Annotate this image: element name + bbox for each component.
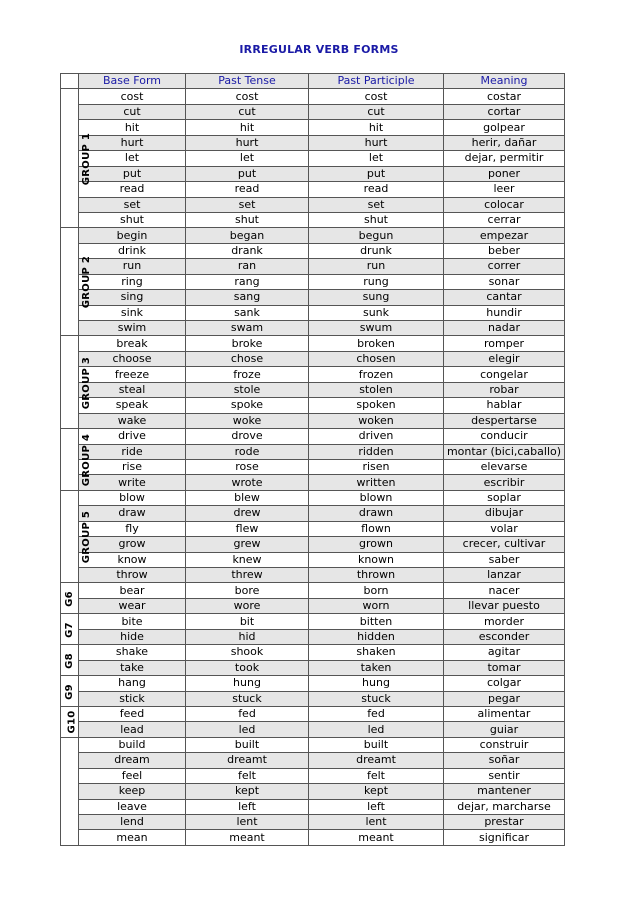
cell-past-tense: drove — [186, 429, 309, 444]
cell-past-tense: hit — [186, 120, 309, 135]
cell-past-tense: sang — [186, 290, 309, 305]
cell-base-form: swim — [79, 321, 186, 336]
cell-past-participle: shaken — [309, 645, 444, 660]
table-row — [61, 459, 565, 474]
cell-meaning: soñar — [444, 753, 565, 768]
table-row — [61, 737, 565, 752]
cell-base-form: shut — [79, 212, 186, 227]
table-row — [61, 706, 565, 721]
verb-table — [60, 73, 565, 846]
group-label-text: G6 — [63, 590, 75, 607]
cell-base-form: freeze — [79, 367, 186, 382]
group-label — [61, 737, 79, 845]
cell-meaning: volar — [444, 521, 565, 536]
cell-past-participle: thrown — [309, 568, 444, 583]
cell-base-form: ring — [79, 274, 186, 289]
cell-base-form: cut — [79, 104, 186, 119]
cell-meaning: empezar — [444, 228, 565, 243]
cell-past-participle: begun — [309, 228, 444, 243]
table-row — [61, 321, 565, 336]
cell-base-form: choose — [79, 351, 186, 366]
table-row — [61, 429, 565, 444]
cell-past-participle: left — [309, 799, 444, 814]
cell-meaning: robar — [444, 382, 565, 397]
cell-meaning: nacer — [444, 583, 565, 598]
cell-past-tense: blew — [186, 490, 309, 505]
cell-past-participle: drawn — [309, 506, 444, 521]
table-row — [61, 598, 565, 613]
group-label — [61, 676, 79, 707]
cell-past-tense: built — [186, 737, 309, 752]
cell-meaning: dejar, permitir — [444, 151, 565, 166]
cell-base-form: throw — [79, 568, 186, 583]
cell-meaning: morder — [444, 614, 565, 629]
cell-base-form: wake — [79, 413, 186, 428]
cell-past-tense: spoke — [186, 398, 309, 413]
cell-past-participle: drunk — [309, 243, 444, 258]
cell-meaning: significar — [444, 830, 565, 845]
header-base-form: Base Form — [79, 74, 186, 89]
group-label — [61, 583, 79, 614]
cell-meaning: elegir — [444, 351, 565, 366]
cell-past-participle: worn — [309, 598, 444, 613]
table-row — [61, 475, 565, 490]
group-label — [61, 89, 93, 228]
cell-meaning: pegar — [444, 691, 565, 706]
cell-base-form: hit — [79, 120, 186, 135]
cell-past-tense: set — [186, 197, 309, 212]
cell-past-participle: built — [309, 737, 444, 752]
cell-meaning: hablar — [444, 398, 565, 413]
header-past-tense: Past Tense — [186, 74, 309, 89]
cell-base-form: shake — [79, 645, 186, 660]
cell-base-form: begin — [79, 228, 186, 243]
table-row — [61, 815, 565, 830]
cell-past-tense: led — [186, 722, 309, 737]
cell-base-form: sing — [79, 290, 186, 305]
cell-base-form: hurt — [79, 135, 186, 150]
header-past-participle: Past Participle — [309, 74, 444, 89]
table-row — [61, 166, 565, 181]
cell-past-tense: sank — [186, 305, 309, 320]
cell-past-participle: run — [309, 259, 444, 274]
table-row — [61, 722, 565, 737]
header-row — [61, 74, 565, 89]
table-row — [61, 676, 565, 691]
table-row — [61, 614, 565, 629]
cell-base-form: mean — [79, 830, 186, 845]
cell-meaning: correr — [444, 259, 565, 274]
cell-past-tense: bit — [186, 614, 309, 629]
cell-base-form: lead — [79, 722, 186, 737]
cell-meaning: crecer, cultivar — [444, 537, 565, 552]
cell-past-participle: cost — [309, 89, 444, 104]
cell-meaning: golpear — [444, 120, 565, 135]
cell-meaning: conducir — [444, 429, 565, 444]
cell-base-form: draw — [79, 506, 186, 521]
cell-base-form: run — [79, 259, 186, 274]
cell-meaning: nadar — [444, 321, 565, 336]
cell-base-form: let — [79, 151, 186, 166]
table-row — [61, 243, 565, 258]
cell-meaning: herir, dañar — [444, 135, 565, 150]
group-label — [61, 336, 93, 429]
cell-base-form: steal — [79, 382, 186, 397]
cell-past-participle: broken — [309, 336, 444, 351]
cell-meaning: colocar — [444, 197, 565, 212]
cell-past-participle: set — [309, 197, 444, 212]
cell-past-participle: felt — [309, 768, 444, 783]
cell-meaning: tomar — [444, 660, 565, 675]
cell-past-participle: woken — [309, 413, 444, 428]
cell-base-form: write — [79, 475, 186, 490]
cell-meaning: construir — [444, 737, 565, 752]
cell-past-participle: grown — [309, 537, 444, 552]
cell-base-form: feel — [79, 768, 186, 783]
cell-past-tense: rose — [186, 459, 309, 474]
table-row — [61, 799, 565, 814]
group-label — [61, 429, 93, 491]
cell-base-form: hang — [79, 676, 186, 691]
cell-past-participle: led — [309, 722, 444, 737]
cell-past-tense: drew — [186, 506, 309, 521]
cell-base-form: cost — [79, 89, 186, 104]
table-row — [61, 212, 565, 227]
table-row — [61, 305, 565, 320]
table-row — [61, 784, 565, 799]
table-row — [61, 336, 565, 351]
table-row — [61, 568, 565, 583]
cell-past-tense: hurt — [186, 135, 309, 150]
cell-past-participle: born — [309, 583, 444, 598]
group-label-text: G9 — [63, 683, 75, 700]
cell-past-tense: left — [186, 799, 309, 814]
cell-past-participle: stuck — [309, 691, 444, 706]
table-row — [61, 490, 565, 505]
cell-meaning: congelar — [444, 367, 565, 382]
cell-past-tense: rode — [186, 444, 309, 459]
cell-past-tense: knew — [186, 552, 309, 567]
cell-past-participle: risen — [309, 459, 444, 474]
cell-meaning: escribir — [444, 475, 565, 490]
cell-meaning: cerrar — [444, 212, 565, 227]
cell-past-tense: put — [186, 166, 309, 181]
cell-base-form: sink — [79, 305, 186, 320]
cell-past-tense: dreamt — [186, 753, 309, 768]
cell-base-form: rise — [79, 459, 186, 474]
cell-past-participle: dreamt — [309, 753, 444, 768]
table-row — [61, 259, 565, 274]
cell-past-tense: wrote — [186, 475, 309, 490]
cell-base-form: stick — [79, 691, 186, 706]
cell-base-form: bear — [79, 583, 186, 598]
cell-meaning: esconder — [444, 629, 565, 644]
document-title: IRREGULAR VERB FORMS — [239, 43, 399, 56]
cell-base-form: ride — [79, 444, 186, 459]
cell-meaning: beber — [444, 243, 565, 258]
cell-meaning: cantar — [444, 290, 565, 305]
table-row — [61, 506, 565, 521]
cell-past-participle: stolen — [309, 382, 444, 397]
cell-meaning: despertarse — [444, 413, 565, 428]
cell-base-form: break — [79, 336, 186, 351]
group-label-text: GROUP 3 — [81, 356, 93, 409]
cell-past-participle: hurt — [309, 135, 444, 150]
cell-past-participle: cut — [309, 104, 444, 119]
cell-base-form: speak — [79, 398, 186, 413]
cell-base-form: set — [79, 197, 186, 212]
cell-past-tense: shut — [186, 212, 309, 227]
cell-meaning: dejar, marcharse — [444, 799, 565, 814]
table-row — [61, 537, 565, 552]
cell-base-form: grow — [79, 537, 186, 552]
header-meaning: Meaning — [444, 74, 565, 89]
cell-past-participle: ridden — [309, 444, 444, 459]
cell-past-tense: hung — [186, 676, 309, 691]
cell-past-tense: ran — [186, 259, 309, 274]
cell-past-tense: grew — [186, 537, 309, 552]
cell-meaning: dibujar — [444, 506, 565, 521]
table-row — [61, 367, 565, 382]
table-row — [61, 197, 565, 212]
cell-meaning: soplar — [444, 490, 565, 505]
cell-past-participle: chosen — [309, 351, 444, 366]
table-row — [61, 135, 565, 150]
cell-base-form: take — [79, 660, 186, 675]
cell-past-tense: stole — [186, 382, 309, 397]
cell-past-participle: bitten — [309, 614, 444, 629]
cell-past-participle: flown — [309, 521, 444, 536]
cell-past-tense: woke — [186, 413, 309, 428]
cell-past-tense: rang — [186, 274, 309, 289]
cell-past-tense: wore — [186, 598, 309, 613]
cell-meaning: lanzar — [444, 568, 565, 583]
cell-past-participle: driven — [309, 429, 444, 444]
verb-table-body — [61, 89, 565, 845]
cell-meaning: cortar — [444, 104, 565, 119]
table-row — [61, 151, 565, 166]
cell-meaning: leer — [444, 182, 565, 197]
cell-meaning: prestar — [444, 815, 565, 830]
group-label — [61, 706, 79, 737]
cell-base-form: drink — [79, 243, 186, 258]
cell-meaning: poner — [444, 166, 565, 181]
cell-past-participle: taken — [309, 660, 444, 675]
cell-past-participle: hidden — [309, 629, 444, 644]
cell-meaning: colgar — [444, 676, 565, 691]
cell-past-tense: flew — [186, 521, 309, 536]
cell-past-tense: let — [186, 151, 309, 166]
cell-meaning: sonar — [444, 274, 565, 289]
cell-base-form: feed — [79, 706, 186, 721]
cell-past-tense: stuck — [186, 691, 309, 706]
table-row — [61, 274, 565, 289]
cell-past-participle: sunk — [309, 305, 444, 320]
cell-past-participle: shut — [309, 212, 444, 227]
cell-past-participle: known — [309, 552, 444, 567]
cell-past-participle: swum — [309, 321, 444, 336]
table-row — [61, 382, 565, 397]
cell-meaning: mantener — [444, 784, 565, 799]
cell-past-participle: hung — [309, 676, 444, 691]
cell-past-participle: written — [309, 475, 444, 490]
cell-past-participle: meant — [309, 830, 444, 845]
group-label-text: GROUP 5 — [81, 510, 93, 564]
cell-meaning: alimentar — [444, 706, 565, 721]
table-row — [61, 182, 565, 197]
cell-base-form: read — [79, 182, 186, 197]
table-row — [61, 768, 565, 783]
cell-past-participle: hit — [309, 120, 444, 135]
cell-meaning: hundir — [444, 305, 565, 320]
table-row — [61, 104, 565, 119]
cell-past-participle: lent — [309, 815, 444, 830]
cell-base-form: build — [79, 737, 186, 752]
cell-past-tense: took — [186, 660, 309, 675]
cell-meaning: saber — [444, 552, 565, 567]
cell-past-participle: fed — [309, 706, 444, 721]
cell-past-participle: kept — [309, 784, 444, 799]
table-row — [61, 290, 565, 305]
cell-past-participle: frozen — [309, 367, 444, 382]
cell-past-tense: began — [186, 228, 309, 243]
cell-meaning: sentir — [444, 768, 565, 783]
table-row — [61, 830, 565, 845]
table-row — [61, 645, 565, 660]
cell-base-form: lend — [79, 815, 186, 830]
cell-past-tense: froze — [186, 367, 309, 382]
group-label-text: GROUP 2 — [81, 256, 93, 309]
group-label-text: G7 — [63, 621, 75, 638]
cell-meaning: guiar — [444, 722, 565, 737]
cell-base-form: wear — [79, 598, 186, 613]
cell-past-tense: bore — [186, 583, 309, 598]
cell-past-tense: shook — [186, 645, 309, 660]
cell-past-tense: threw — [186, 568, 309, 583]
cell-past-tense: swam — [186, 321, 309, 336]
cell-meaning: romper — [444, 336, 565, 351]
cell-past-tense: chose — [186, 351, 309, 366]
cell-past-tense: read — [186, 182, 309, 197]
cell-past-tense: kept — [186, 784, 309, 799]
group-label-text: GROUP 1 — [81, 132, 93, 186]
group-label — [61, 490, 93, 583]
group-label — [61, 645, 79, 676]
cell-meaning: montar (bici,caballo) — [444, 444, 565, 459]
cell-base-form: keep — [79, 784, 186, 799]
table-row — [61, 413, 565, 428]
table-row — [61, 120, 565, 135]
cell-past-participle: sung — [309, 290, 444, 305]
group-label-text: G10 — [66, 710, 78, 734]
table-row — [61, 583, 565, 598]
table-row — [61, 753, 565, 768]
table-row — [61, 351, 565, 366]
cell-base-form: drive — [79, 429, 186, 444]
table-row — [61, 660, 565, 675]
cell-base-form: blow — [79, 490, 186, 505]
cell-base-form: leave — [79, 799, 186, 814]
cell-past-tense: broke — [186, 336, 309, 351]
group-label — [61, 228, 93, 336]
cell-past-participle: rung — [309, 274, 444, 289]
cell-past-participle: blown — [309, 490, 444, 505]
cell-past-tense: fed — [186, 706, 309, 721]
cell-past-participle: put — [309, 166, 444, 181]
group-label-text: GROUP 4 — [81, 433, 93, 487]
table-row — [61, 89, 565, 104]
cell-past-participle: read — [309, 182, 444, 197]
cell-past-tense: felt — [186, 768, 309, 783]
cell-base-form: hide — [79, 629, 186, 644]
cell-past-participle: let — [309, 151, 444, 166]
table-row — [61, 444, 565, 459]
cell-base-form: dream — [79, 753, 186, 768]
cell-past-tense: cut — [186, 104, 309, 119]
table-row — [61, 521, 565, 536]
cell-past-tense: lent — [186, 815, 309, 830]
cell-base-form: know — [79, 552, 186, 567]
cell-meaning: costar — [444, 89, 565, 104]
cell-past-participle: spoken — [309, 398, 444, 413]
group-label — [61, 614, 79, 645]
table-row — [61, 228, 565, 243]
cell-past-tense: cost — [186, 89, 309, 104]
cell-base-form: fly — [79, 521, 186, 536]
cell-base-form: bite — [79, 614, 186, 629]
group-label-text: G8 — [63, 652, 75, 669]
cell-past-tense: meant — [186, 830, 309, 845]
cell-past-tense: hid — [186, 629, 309, 644]
cell-past-tense: drank — [186, 243, 309, 258]
table-row — [61, 691, 565, 706]
cell-meaning: agitar — [444, 645, 565, 660]
table-row — [61, 552, 565, 567]
table-row — [61, 629, 565, 644]
table-row — [61, 398, 565, 413]
cell-meaning: llevar puesto — [444, 598, 565, 613]
cell-base-form: put — [79, 166, 186, 181]
cell-meaning: elevarse — [444, 459, 565, 474]
group-column-header — [61, 74, 79, 89]
